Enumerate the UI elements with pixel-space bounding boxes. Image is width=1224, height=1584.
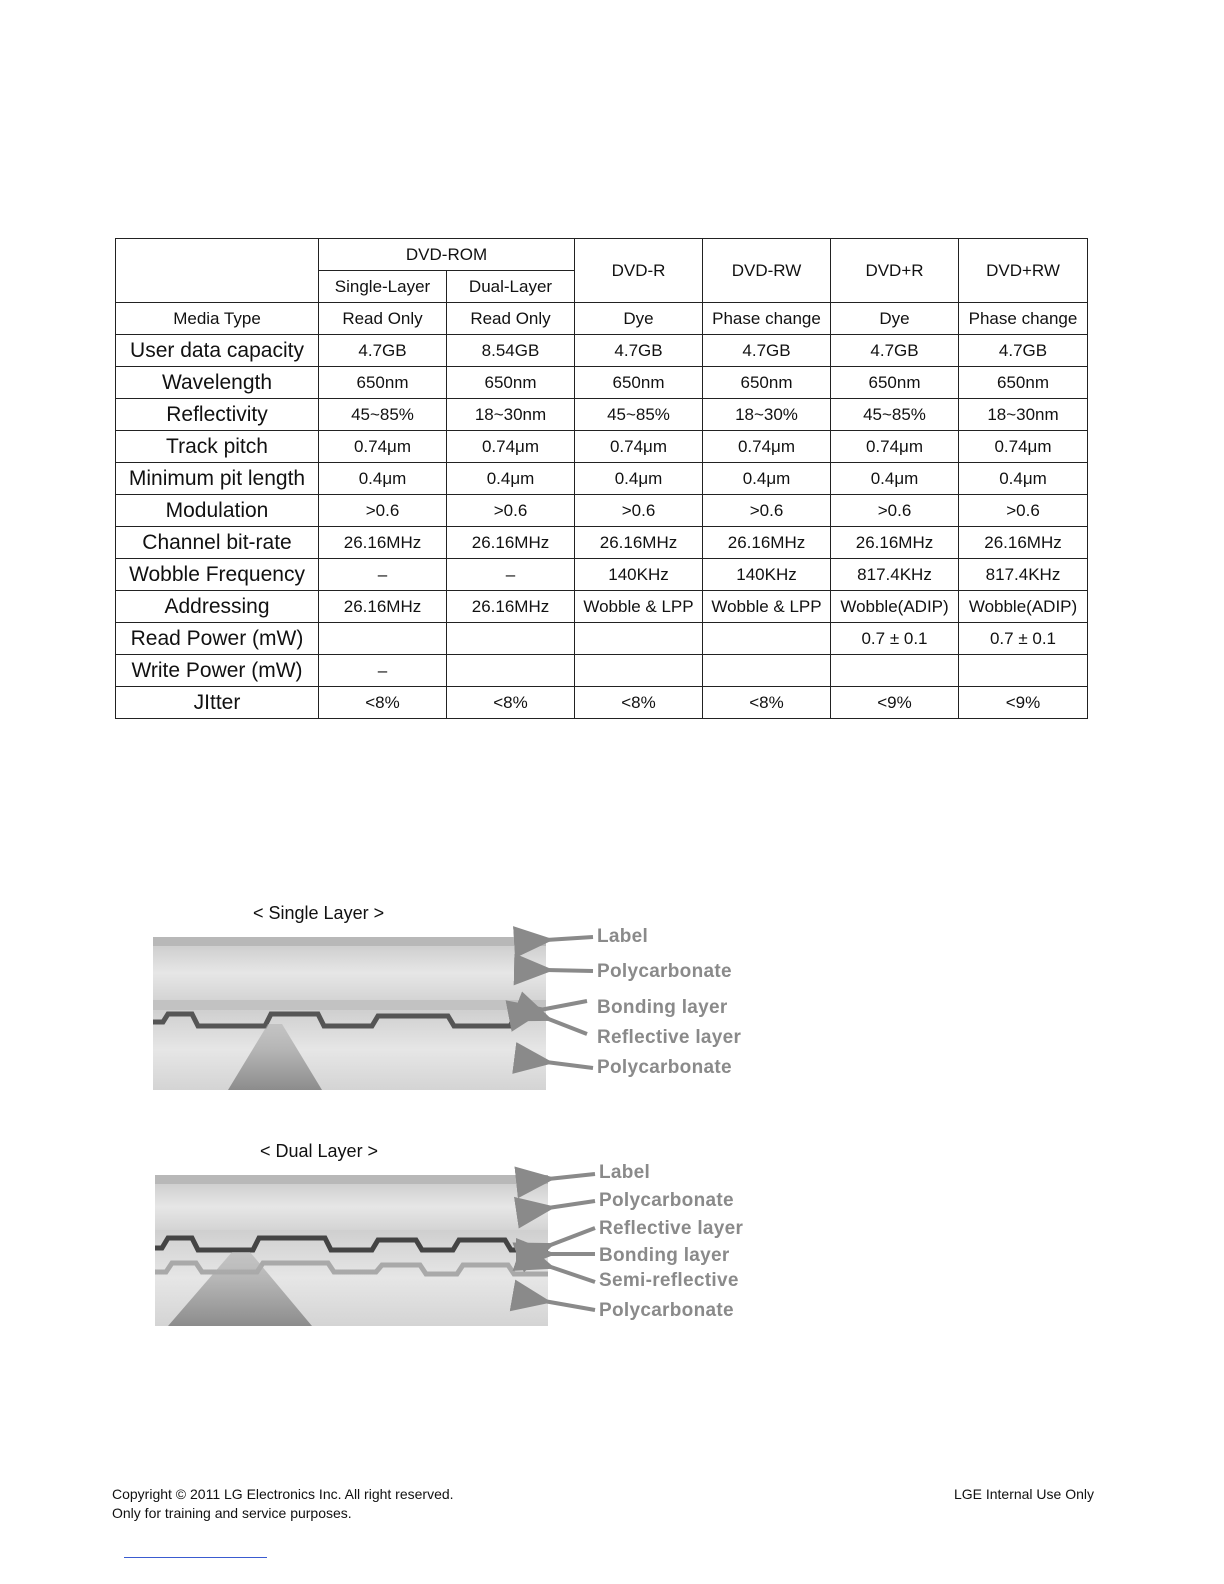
single-bonding-layer xyxy=(153,1000,546,1010)
table-cell: 18~30% xyxy=(703,399,831,431)
header-single-layer: Single-Layer xyxy=(319,271,447,303)
row-label: Wobble Frequency xyxy=(116,559,319,591)
table-cell: >0.6 xyxy=(447,495,575,527)
table-cell: 45~85% xyxy=(319,399,447,431)
table-cell: 0.74μm xyxy=(703,431,831,463)
arrow-icon xyxy=(546,970,593,971)
header-dvd-plus-rw: DVD+RW xyxy=(959,239,1088,303)
dual-layer-arrows xyxy=(544,1174,595,1310)
table-cell: <8% xyxy=(319,687,447,719)
dual-polycarbonate-top xyxy=(155,1184,548,1230)
table-cell: 817.4KHz xyxy=(959,559,1088,591)
dual-bonding-layer-label: Bonding layer xyxy=(599,1245,730,1266)
table-cell: 26.16MHz xyxy=(831,527,959,559)
table-cell: 45~85% xyxy=(831,399,959,431)
dual-layer-title: < Dual Layer > xyxy=(260,1141,379,1161)
table-cell: 650nm xyxy=(319,367,447,399)
table-cell: Wobble & LPP xyxy=(575,591,703,623)
single-polycarbonate-bottom-label: Polycarbonate xyxy=(597,1057,732,1078)
table-cell: 0.4μm xyxy=(447,463,575,495)
single-reflective-layer-label: Reflective layer xyxy=(597,1027,742,1048)
row-label: Channel bit-rate xyxy=(116,527,319,559)
table-cell: 650nm xyxy=(575,367,703,399)
table-cell: 26.16MHz xyxy=(959,527,1088,559)
table-cell: >0.6 xyxy=(575,495,703,527)
footer-divider xyxy=(124,1557,267,1558)
table-cell: Wobble & LPP xyxy=(703,591,831,623)
table-cell: 0.74μm xyxy=(575,431,703,463)
table-cell: 4.7GB xyxy=(703,335,831,367)
table-cell: Dye xyxy=(831,303,959,335)
table-cell: – xyxy=(319,655,447,687)
table-cell: <8% xyxy=(447,687,575,719)
table-cell: Wobble(ADIP) xyxy=(831,591,959,623)
dual-semi-reflective-label: Semi-reflective xyxy=(599,1270,739,1291)
table-cell: <8% xyxy=(703,687,831,719)
table-cell: 4.7GB xyxy=(319,335,447,367)
dual-layer-disc xyxy=(155,1175,548,1326)
table-cell: 0.74μm xyxy=(319,431,447,463)
table-cell: 4.7GB xyxy=(575,335,703,367)
table-cell: <9% xyxy=(831,687,959,719)
single-label-label: Label xyxy=(597,926,649,947)
table-cell: 26.16MHz xyxy=(319,591,447,623)
table-cell: 0.74μm xyxy=(447,431,575,463)
table-cell: 0.7 ± 0.1 xyxy=(831,623,959,655)
table-cell: >0.6 xyxy=(703,495,831,527)
header-dvd-rw: DVD-RW xyxy=(703,239,831,303)
header-dvd-r: DVD-R xyxy=(575,239,703,303)
dual-polycarbonate-bottom-label: Polycarbonate xyxy=(599,1300,734,1321)
row-label: Track pitch xyxy=(116,431,319,463)
arrow-icon xyxy=(546,1018,587,1034)
table-cell: 26.16MHz xyxy=(575,527,703,559)
table-cell: Phase change xyxy=(703,303,831,335)
header-dvd-rom: DVD-ROM xyxy=(319,239,575,271)
single-polycarbonate-top xyxy=(153,946,546,1000)
row-label: Minimum pit length xyxy=(116,463,319,495)
table-cell: 0.4μm xyxy=(703,463,831,495)
single-label-layer xyxy=(153,937,546,946)
dual-polycarbonate-top-label: Polycarbonate xyxy=(599,1190,734,1211)
table-cell: Read Only xyxy=(319,303,447,335)
single-layer-title: < Single Layer > xyxy=(253,903,385,923)
dual-label-label: Label xyxy=(599,1162,651,1183)
table-cell: 650nm xyxy=(959,367,1088,399)
table-cell: 140KHz xyxy=(575,559,703,591)
arrow-icon xyxy=(548,1266,595,1282)
header-dual-layer: Dual-Layer xyxy=(447,271,575,303)
table-cell: >0.6 xyxy=(959,495,1088,527)
table-cell: 0.4μm xyxy=(831,463,959,495)
row-label: Write Power (mW) xyxy=(116,655,319,687)
table-cell: 26.16MHz xyxy=(447,591,575,623)
table-cell: Dye xyxy=(575,303,703,335)
single-polycarbonate-top-label: Polycarbonate xyxy=(597,961,732,982)
table-cell: 0.74μm xyxy=(831,431,959,463)
single-bonding-layer-label: Bonding layer xyxy=(597,997,728,1018)
footer-internal-use: LGE Internal Use Only xyxy=(953,1486,1094,1502)
row-label: Media Type xyxy=(116,303,319,335)
table-cell: 18~30nm xyxy=(959,399,1088,431)
table-cell: 0.74μm xyxy=(959,431,1088,463)
row-label: Reflectivity xyxy=(116,399,319,431)
table-cell: 45~85% xyxy=(575,399,703,431)
arrow-icon xyxy=(548,1174,595,1179)
header-dvd-plus-r: DVD+R xyxy=(831,239,959,303)
arrow-icon xyxy=(548,1228,595,1246)
dual-label-layer xyxy=(155,1175,548,1184)
table-cell: 4.7GB xyxy=(959,335,1088,367)
row-label: Read Power (mW) xyxy=(116,623,319,655)
row-label: User data capacity xyxy=(116,335,319,367)
arrow-icon xyxy=(540,1001,587,1010)
table-cell: 650nm xyxy=(703,367,831,399)
table-cell: 8.54GB xyxy=(447,335,575,367)
table-cell: 0.4μm xyxy=(319,463,447,495)
table-cell: – xyxy=(447,559,575,591)
table-cell: 0.4μm xyxy=(959,463,1088,495)
arrow-icon xyxy=(546,937,593,940)
table-cell: 817.4KHz xyxy=(831,559,959,591)
arrow-icon xyxy=(548,1201,595,1208)
table-cell: 0.7 ± 0.1 xyxy=(959,623,1088,655)
table-cell: 26.16MHz xyxy=(447,527,575,559)
table-cell: Phase change xyxy=(959,303,1088,335)
table-cell: Wobble(ADIP) xyxy=(959,591,1088,623)
footer-copyright: Copyright © 2011 LG Electronics Inc. All right reserved. xyxy=(112,1486,454,1502)
table-cell: 26.16MHz xyxy=(319,527,447,559)
row-label: Modulation xyxy=(116,495,319,527)
table-cell: >0.6 xyxy=(831,495,959,527)
table-cell: 650nm xyxy=(447,367,575,399)
table-cell: 26.16MHz xyxy=(703,527,831,559)
arrow-icon xyxy=(546,1062,593,1068)
row-label: JItter xyxy=(116,687,319,719)
arrow-icon xyxy=(544,1301,595,1310)
table-cell: 140KHz xyxy=(703,559,831,591)
table-cell: – xyxy=(319,559,447,591)
row-label: Addressing xyxy=(116,591,319,623)
single-layer-disc xyxy=(153,937,546,1090)
table-cell: 18~30nm xyxy=(447,399,575,431)
table-cell: 0.4μm xyxy=(575,463,703,495)
dual-reflective-layer-label: Reflective layer xyxy=(599,1218,744,1239)
table-cell: 4.7GB xyxy=(831,335,959,367)
table-cell: 650nm xyxy=(831,367,959,399)
table-cell: >0.6 xyxy=(319,495,447,527)
row-label: Wavelength xyxy=(116,367,319,399)
table-cell: Read Only xyxy=(447,303,575,335)
footer-purpose: Only for training and service purposes. xyxy=(112,1505,352,1521)
single-polycarbonate-bottom xyxy=(153,1010,546,1090)
single-layer-arrows xyxy=(540,937,593,1068)
table-cell: <9% xyxy=(959,687,1088,719)
table-cell: <8% xyxy=(575,687,703,719)
